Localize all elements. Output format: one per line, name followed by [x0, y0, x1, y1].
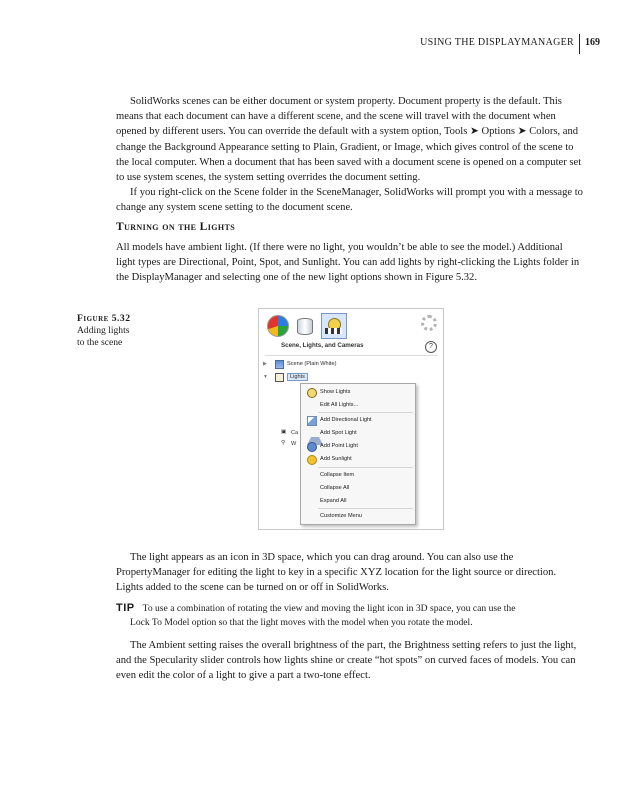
lights-paragraph: [116, 240, 584, 286]
section-heading: Turning on the Lights: [116, 221, 236, 233]
tree-item-label: Scene (Plain White): [287, 361, 337, 367]
paragraph-light-icon: The light appears as an icon in 3D space, which you can drag around. You can also use the PropertyManager for editing the light to key in a specific XYZ location for the light source or direction. Lights added to the scene can be turned on or off in SolidWorks.: [116, 552, 557, 594]
menu-item-collapse-all[interactable]: [301, 482, 415, 494]
tip-text-continued: Lock To Model option so that the light moves with the model when you rotate the model.: [130, 617, 473, 628]
scene-lights-cameras-tab-icon[interactable]: [321, 313, 347, 339]
figure-caption-line: to the scene: [77, 337, 123, 349]
menu-item-edit-all-lights[interactable]: [301, 399, 415, 411]
figure-screenshot: [258, 308, 444, 530]
menu-item-label: Add Spot Light: [320, 430, 357, 436]
context-menu: [300, 383, 416, 525]
lights-folder-icon: [275, 373, 284, 382]
running-header: [0, 34, 636, 54]
menu-item-label: Collapse Item: [320, 472, 355, 478]
directional-light-icon: [307, 416, 317, 426]
walkthrough-icon: ⚲: [281, 440, 286, 446]
sunlight-icon: [307, 455, 317, 465]
tree-item-scene[interactable]: [263, 359, 433, 371]
tip-box: [116, 601, 584, 630]
paragraph-ambient-light: All models have ambient light. (If there were no light, you wouldn’t be able to see the model.) Additional light types are Directional, Point, Spot, and Sunlight. You can add lights by right-clicking the Lights folder in the DisplayManager and selecting one of the new light options shown in Figure 5.32.: [116, 242, 580, 284]
expand-arrow-icon[interactable]: ▶: [263, 361, 267, 367]
collapse-arrow-icon[interactable]: ▼: [263, 374, 268, 380]
tree-item-cameras-partial: Ca: [291, 430, 299, 436]
menu-item-label: Add Point Light: [320, 443, 358, 449]
figure-caption: [77, 313, 167, 350]
show-lights-icon: [307, 388, 317, 398]
gear-icon[interactable]: [421, 315, 437, 331]
tip-text: To use a combination of rotating the view and moving the light icon in 3D space, you can use the: [142, 603, 516, 614]
menu-item-label: Add Sunlight: [320, 456, 352, 462]
decals-tab-icon[interactable]: [293, 314, 315, 336]
paragraph-right-click-scene: If you right-click on the Scene folder in the SceneManager, SolidWorks will prompt you with a message to change any system scene setting to the document scene.: [116, 187, 583, 214]
menu-item-show-lights[interactable]: [301, 386, 415, 398]
tip-label: TIP: [116, 602, 135, 614]
menu-item-add-sunlight[interactable]: [301, 453, 415, 465]
menu-item-label: Customize Menu: [320, 513, 362, 519]
menu-item-customize-menu[interactable]: [301, 510, 415, 522]
tree-item-label: Lights: [287, 373, 308, 381]
paragraph-scene-property: SolidWorks scenes can be either document or system property. Document property is the default. This means that each document can have a different scene, and the scene will travel with the document when opened by different users. You can override the default with a system option, Tools ➤ Options ➤ Colors, and change the Background Appearance setting to Plain, Gradient, or Image, which gives control of the scene to the local computer. When a document that has been saved with a document scene is opened on a computer set to use system scenes, the system setting overrides the document setting.: [116, 96, 582, 184]
help-icon[interactable]: ?: [425, 341, 437, 353]
paragraph-ambient-setting: The Ambient setting raises the overall brightness of the part, the Brightness setting refers to just the light, and the Specularity slider controls how lights shine or create “hot spots” on curved faces of models. You can even edit the color of a light to give a part a two-tone effect.: [116, 640, 577, 682]
appearances-tab-icon[interactable]: [267, 315, 289, 337]
intro-paragraphs: [116, 94, 584, 216]
figure-caption-line: Adding lights: [77, 325, 130, 337]
menu-separator: [318, 467, 413, 468]
menu-item-expand-all[interactable]: [301, 495, 415, 507]
running-title: USING THE DISPLAYMANAGER: [420, 37, 574, 48]
menu-item-add-directional-light[interactable]: [301, 414, 415, 426]
menu-item-collapse-item[interactable]: [301, 469, 415, 481]
camera-icon: ▣: [281, 429, 287, 435]
tree-item-walkthrough-partial: W: [291, 441, 297, 447]
panel-title: Scene, Lights, and Cameras: [281, 342, 364, 349]
menu-item-label: Edit All Lights...: [320, 402, 359, 408]
after-figure-paragraph: [116, 550, 584, 596]
header-divider: [579, 34, 580, 54]
menu-separator: [318, 508, 413, 509]
menu-item-add-spot-light[interactable]: [301, 427, 415, 439]
page-number: 169: [585, 37, 600, 48]
menu-item-label: Expand All: [320, 498, 347, 504]
closing-paragraph: [116, 638, 584, 684]
panel-title-row: [259, 341, 443, 355]
menu-item-add-point-light[interactable]: [301, 440, 415, 452]
menu-item-label: Show Lights: [320, 389, 351, 395]
menu-item-label: Collapse All: [320, 485, 350, 491]
menu-separator: [318, 412, 413, 413]
point-light-icon: [307, 442, 317, 452]
menu-item-label: Add Directional Light: [320, 417, 372, 423]
scene-icon: [275, 360, 284, 369]
divider: [265, 355, 437, 356]
figure-label: Figure 5.32: [77, 313, 131, 324]
